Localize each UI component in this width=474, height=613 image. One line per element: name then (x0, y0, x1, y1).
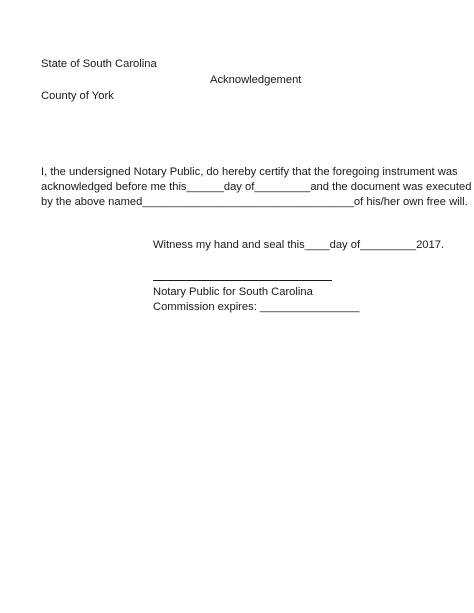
notary-title: Notary Public for South Carolina (153, 286, 313, 298)
commission-expires: Commission expires: ________________ (153, 301, 360, 313)
state-heading: State of South Carolina (41, 58, 157, 70)
certification-line-2: acknowledged before me this______day of_________and the document was executed (41, 181, 472, 193)
certification-line-1: I, the undersigned Notary Public, do hereby certify that the foregoing instrument was (41, 166, 458, 178)
certification-line-3: by the above named__________________________________of his/her own free will. (41, 196, 468, 208)
document-title: Acknowledgement (210, 74, 302, 86)
signature-line (153, 280, 332, 281)
witness-statement: Witness my hand and seal this____day of_________2017. (153, 239, 445, 251)
county-heading: County of York (41, 90, 114, 102)
